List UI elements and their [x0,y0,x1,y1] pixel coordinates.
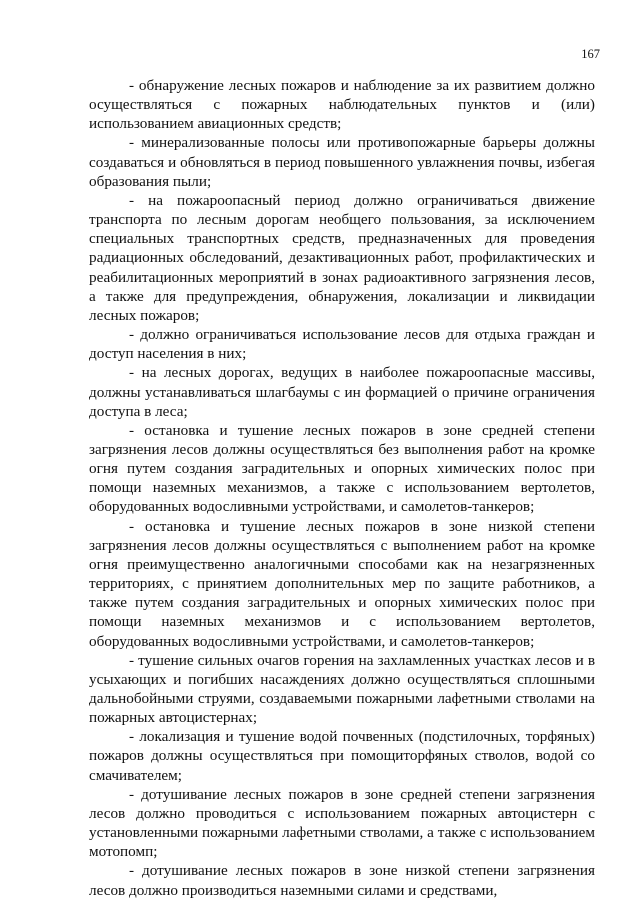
paragraph-heavy-fire-spots: - тушение сильных очагов горения на захламленных участках лесов и в усыхающих и погибших насаждениях должно осуществляться сплошными дальнобойными струями, создаваемыми пожарными лафетными стволами на пожарных автоцистернах; [89,651,595,727]
paragraph-barriers: - на лесных дорогах, ведущих в наиболее пожароопасные массивы, должны устанавливаться шлагбаумы с ин формацией о причине ограничения доступа в леса; [89,364,595,420]
paragraph-medium-zone-mopup: - дотушивание лесных пожаров в зоне средней степени загрязнения лесов должно проводиться с использованием пожарных автоцистерн с установленными пожарными лафетными стволами, а также с использованием мотопомп; [89,785,595,861]
paragraph-low-zone-mopup: - дотушивание лесных пожаров в зоне низкой степени загрязнения лесов должно производиться наземными силами и средствами, [89,862,595,899]
paragraph-ground-fires: - локализация и тушение водой почвенных (подстилочных, торфяных) пожаров должны осуществляться при помощиторфяных стволов, водой со смачивателем; [89,728,595,784]
body-text [89,76,595,900]
page-number: 167 [581,47,600,61]
paragraph-medium-zone-suppression: - остановка и тушение лесных пожаров в зоне средней степени загрязнения лесов должны осуществляться без выполнения работ на кромке огня путем создания заградительных и опорных химических полос при помощи наземных механизмов, а также с использованием вертолетов, оборудованных водосливными устройствами, и самолетов-танкеров; [89,421,595,516]
paragraph-recreation-restriction: - должно ограничиваться использование лесов для отдыха граждан и доступ населения в них; [89,326,595,363]
paragraph-fire-detection: - обнаружение лесных пожаров и наблюдение за их развитием должно осуществляться с пожарных наблюдательных пунктов и (или) использованием авиационных средств; [89,77,595,133]
paragraph-mineralized-strips: - минерализованные полосы или противопожарные барьеры должны создаваться и обновляться в период повышенного увлажнения почвы, избегая образования пыли; [89,134,595,190]
paragraph-transport-restriction: - на пожароопасный период должно ограничиваться движение транспорта по лесным дорогам необщего пользования, за исключением специальных транспортных средств, предназначенных для проведения радиационных обследований, дезактивационных работ, профилактических и реабилитационных мероприятий в зонах радиоактивного загрязнения лесов, а также для предупреждения, обнаружения, локализации и ликвидации лесных пожаров; [89,191,595,324]
paragraph-low-zone-suppression: - остановка и тушение лесных пожаров в зоне низкой степени загрязнения лесов должны осуществляться с выполнением работ на кромке огня преимущественно аналогичными способами как на незагрязненных территориях, с принятием дополнительных мер по защите работников, а также путем создания заградительных и опорных химических полос при помощи наземных механизмов и с использованием вертолетов, оборудованных водосливными устройствами, и самолетов-танкеров; [89,517,595,650]
